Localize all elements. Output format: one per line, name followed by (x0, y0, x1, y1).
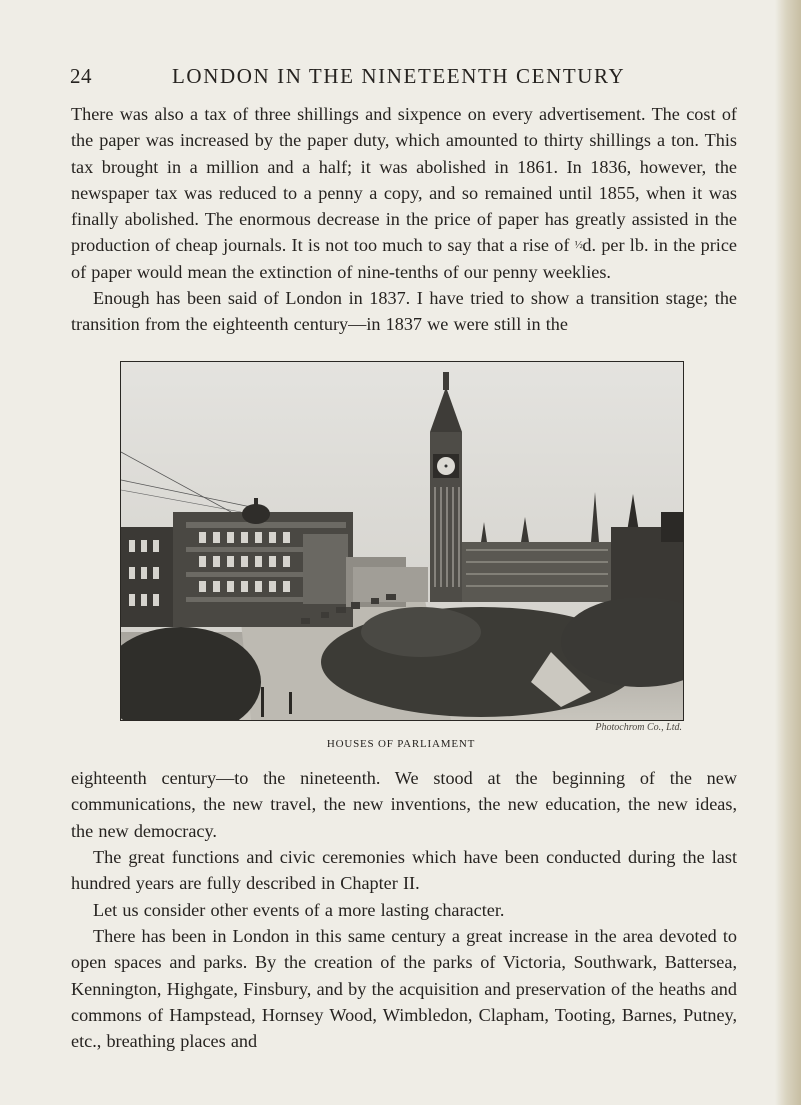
paragraph-text: There was also a tax of three shillings and sixpence on every advertisement. The cost of the paper was increased by the paper duty, which amounted to thirty shillings a ton. This tax brought in a million and a half; it was abolished in 1861. In 1836, however, the newspaper tax was reduced to a penny a copy, and so remained until 1855, when it was finally abolished. The enormous decrease in the price of paper has greatly assisted in the production of cheap journals. It is not too much to say that a rise of (71, 104, 737, 256)
paragraph-text-continued: d. per lb. in the price of paper would mean the extinction of nine-tenths of our penny weeklies. (71, 235, 737, 282)
photo-credit: Photochrom Co., Ltd. (595, 722, 682, 733)
paragraph-transition: Enough has been said of London in 1837. I have tried to show a transition stage; the transition from the eighteenth century—in 1837 we were still in the (71, 288, 737, 335)
running-title: LONDON IN THE NINETEENTH CENTURY (172, 64, 626, 88)
page-number: 24 (70, 64, 92, 88)
page-edge-shadow (775, 0, 801, 1105)
paragraph-nineteenth: eighteenth century—to the nineteenth. We stood at the beginning of the new communications, the new travel, the new inventions, the new education, the new ideas, the new democracy. (71, 768, 737, 841)
paragraph-parks: There has been in London in this same century a great increase in the area devoted to open spaces and parks. By the creation of the parks of Victoria, Southwark, Battersea, Kennington, Highgate, Finsbury, and by the acquisition and preservation of the heaths and commons of Hampstead, Hornsey Wood, Wimbledon, Clapham, Tooting, Barnes, Putney, etc., breathing places and (71, 926, 737, 1052)
fraction-half: ½ (574, 239, 583, 252)
figure-caption: HOUSES OF PARLIAMENT (326, 738, 476, 750)
houses-of-parliament-photo (120, 361, 684, 721)
paragraph-paper-tax (71, 101, 737, 285)
paragraph-events: Let us consider other events of a more lasting character. (93, 900, 505, 920)
paragraph-functions: The great functions and civic ceremonies which have been conducted during the last hundred years are fully described in Chapter II. (71, 847, 737, 894)
